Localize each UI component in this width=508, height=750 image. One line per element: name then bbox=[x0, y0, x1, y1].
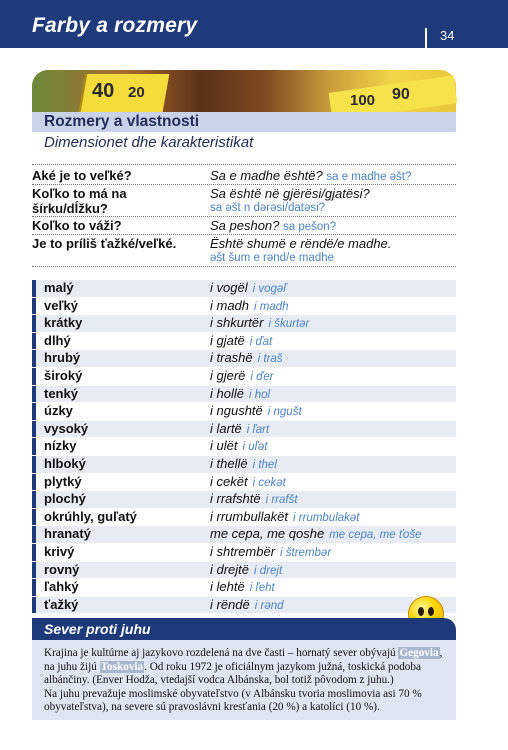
highlight-gegovia: Gegovia bbox=[399, 647, 439, 659]
vocab-sq bbox=[210, 280, 287, 295]
phrase-sq bbox=[210, 218, 336, 235]
dotted-separator bbox=[32, 266, 456, 267]
vocab-pronunciation: i hol bbox=[248, 388, 271, 401]
smiley-eye bbox=[418, 607, 424, 616]
vocab-sk: plytký bbox=[44, 473, 82, 489]
row-marker bbox=[32, 421, 36, 438]
vocab-sq bbox=[210, 544, 331, 559]
info-box-text bbox=[44, 647, 448, 715]
vocab-sq-text: i drejtë bbox=[210, 561, 250, 577]
vocab-row bbox=[32, 368, 456, 386]
vocab-row bbox=[32, 526, 456, 544]
vocab-pronunciation: i ľeht bbox=[249, 582, 275, 595]
vocab-sq-text: i shtrembër bbox=[210, 543, 276, 559]
vocab-sq-text: i hollë bbox=[210, 385, 244, 401]
row-marker bbox=[32, 403, 36, 420]
row-marker bbox=[32, 280, 36, 297]
phrase-row bbox=[32, 168, 456, 184]
info-box bbox=[32, 640, 456, 720]
vocab-sq-text: i ulët bbox=[210, 438, 238, 454]
smiley-eye bbox=[428, 607, 434, 616]
vocab-row bbox=[32, 386, 456, 404]
vocab-sq-text: i lartë bbox=[210, 420, 242, 436]
phrase-sq-text: Sa e madhe është? bbox=[210, 168, 323, 183]
row-marker bbox=[32, 315, 36, 332]
vocab-pronunciation: i ľart bbox=[246, 423, 270, 436]
highlight-toskovia: Toskovia bbox=[100, 660, 144, 673]
row-marker bbox=[32, 562, 36, 579]
phrase-sq bbox=[210, 168, 411, 185]
tape-number: 40 bbox=[92, 80, 115, 102]
vocab-pronunciation: i vogəľ bbox=[252, 283, 287, 295]
vocab-sq bbox=[210, 368, 274, 383]
vocab-sq bbox=[210, 315, 309, 330]
section-heading bbox=[32, 112, 456, 132]
vocab-sq bbox=[210, 386, 270, 401]
vocab-row bbox=[32, 597, 456, 615]
vocab-sk: okrúhly, guľatý bbox=[44, 508, 137, 524]
info-text-part: . Od roku 1972 je oficiálnym jazykom južná, toskická podoba albánčiny. (Enver Hodža, vtedajší vodca Albánska, bol totiž pôvodom z juhu.) bbox=[44, 660, 421, 687]
section-title-sq: Dimensionet dhe karakteristikat bbox=[44, 134, 254, 151]
vocab-sk: plochý bbox=[44, 491, 86, 507]
phrase-sq bbox=[210, 236, 391, 266]
row-marker bbox=[32, 368, 36, 385]
vocab-sq bbox=[210, 579, 275, 594]
info-text-part: Krajina je kultúrne aj jazykovo rozdelená na dve časti – hornatý sever obývajú bbox=[44, 647, 399, 659]
vocab-sk: nízky bbox=[44, 438, 77, 454]
vocab-pronunciation: i cekət bbox=[252, 476, 286, 489]
vocab-pronunciation: i drejt bbox=[254, 564, 283, 577]
phrase-sk: Aké je to veľké? bbox=[32, 168, 132, 183]
phrase-row bbox=[32, 186, 456, 216]
phrase-row bbox=[32, 218, 456, 234]
dotted-separator bbox=[32, 164, 456, 165]
phrase-pronunciation: sa e madhe əšt? bbox=[326, 171, 412, 183]
tape-number: 100 bbox=[350, 92, 376, 109]
info-box-header bbox=[32, 618, 456, 640]
vocab-sq-text: me cepa, me qoshe bbox=[210, 526, 325, 542]
vocab-row bbox=[32, 403, 456, 421]
vocab-pronunciation: i ďer bbox=[250, 370, 274, 383]
vocab-sk: široký bbox=[44, 367, 83, 383]
vocab-sq bbox=[210, 456, 277, 471]
vocab-sq bbox=[210, 350, 283, 365]
vocab-row bbox=[32, 280, 456, 298]
row-marker bbox=[32, 526, 36, 543]
row-marker bbox=[32, 386, 36, 403]
vocab-sq bbox=[210, 438, 267, 453]
vocab-sk: hrubý bbox=[44, 350, 81, 366]
phrase-sq-text: Sa është në gjërësi/gjatësi? bbox=[210, 186, 370, 201]
row-marker bbox=[32, 491, 36, 508]
vocab-row bbox=[32, 333, 456, 351]
vocab-sk: vysoký bbox=[44, 420, 89, 436]
vocab-sq-text: i cekët bbox=[210, 473, 248, 489]
vocab-pronunciation: i štrembər bbox=[280, 546, 332, 559]
row-marker bbox=[32, 474, 36, 491]
vocab-pronunciation: i rrafšt bbox=[265, 494, 298, 507]
info-text-part: Na juhu prevažuje moslimské obyvateľstvo (v Albánsku tvoria moslimovia asi 70 % obyvateľstva), na severe sú pravoslávni kresťania (20 %) a katolíci (10 %). bbox=[44, 687, 422, 714]
dotted-separator bbox=[32, 216, 456, 217]
dotted-separator bbox=[32, 184, 456, 185]
vocab-sk: hlboký bbox=[44, 455, 86, 471]
vocab-row bbox=[32, 350, 456, 368]
row-marker bbox=[32, 509, 36, 526]
vocab-pronunciation: i madh bbox=[254, 300, 289, 313]
vocab-row bbox=[32, 491, 456, 509]
phrase-sq bbox=[210, 186, 370, 216]
vocab-row bbox=[32, 544, 456, 562]
vocab-sq-text: i rëndë bbox=[210, 596, 250, 612]
vocab-row bbox=[32, 438, 456, 456]
phrase-sk: Koľko to má na šírku/dĺžku? bbox=[32, 186, 127, 216]
vocab-sq-text: i trashë bbox=[210, 350, 253, 366]
tape-number: 90 bbox=[392, 86, 410, 103]
section-title-sk: Rozmery a vlastnosti bbox=[44, 113, 200, 130]
vocab-pronunciation: i rənd bbox=[254, 599, 284, 612]
vocab-pronunciation: i thel bbox=[252, 458, 277, 471]
vocab-sq bbox=[210, 298, 289, 313]
vocab-pronunciation: i uľət bbox=[242, 441, 268, 454]
info-box-title: Sever proti juhu bbox=[44, 621, 151, 637]
vocab-sq bbox=[210, 526, 421, 541]
vocabulary-table bbox=[32, 280, 456, 614]
tape-number: 20 bbox=[128, 84, 145, 101]
vocab-sk: ťažký bbox=[44, 596, 79, 612]
vocab-sq-text: i rrafshtë bbox=[210, 491, 261, 507]
vocab-pronunciation: i rrumbulakət bbox=[293, 511, 360, 524]
vocab-sk: krátky bbox=[44, 315, 83, 331]
vocab-sq-text: i rrumbullakët bbox=[210, 508, 289, 524]
vocab-sq bbox=[210, 562, 282, 577]
phrase-sk: Je to príliš ťažké/veľké. bbox=[32, 236, 177, 251]
vocab-pronunciation: i ngušt bbox=[267, 406, 302, 419]
vocab-sq bbox=[210, 474, 286, 489]
row-marker bbox=[32, 597, 36, 614]
vocab-sk: ľahký bbox=[44, 579, 79, 595]
row-marker bbox=[32, 298, 36, 315]
vocab-sk: úzky bbox=[44, 403, 73, 419]
vocab-sk: hranatý bbox=[44, 526, 91, 542]
row-marker bbox=[32, 579, 36, 596]
vocab-sq bbox=[210, 403, 302, 418]
vocab-sq bbox=[210, 421, 269, 436]
vocab-row bbox=[32, 421, 456, 439]
vocab-sq-text: i lehtë bbox=[210, 579, 245, 595]
vocab-sk: veľký bbox=[44, 297, 78, 313]
vocab-row bbox=[32, 315, 456, 333]
row-marker bbox=[32, 333, 36, 350]
vocab-sq-text: i ngushtë bbox=[210, 403, 263, 419]
phrase-sq-text: Është shumë e rëndë/e madhe. bbox=[210, 236, 392, 251]
vocab-sk: malý bbox=[44, 280, 74, 295]
vocab-row bbox=[32, 456, 456, 474]
phrase-pronunciation: sa pešon? bbox=[283, 221, 337, 233]
vocab-sq bbox=[210, 491, 298, 506]
row-marker bbox=[32, 544, 36, 561]
row-marker bbox=[32, 350, 36, 367]
page-number: 34 bbox=[440, 28, 455, 43]
info-text-part: , na juhu žijú bbox=[44, 647, 443, 673]
vocab-row bbox=[32, 298, 456, 316]
row-marker bbox=[32, 456, 36, 473]
chapter-title: Farby a rozmery bbox=[32, 14, 198, 37]
phrase-pronunciation: sa əšt n dərəsi/datəsi? bbox=[210, 202, 326, 214]
vocab-pronunciation: me cepa, me ťoše bbox=[329, 529, 422, 542]
dotted-separator bbox=[32, 234, 456, 235]
phrase-sk: Koľko to váži? bbox=[32, 218, 122, 233]
header-divider bbox=[425, 28, 427, 48]
vocab-row bbox=[32, 474, 456, 492]
phrase-sq-text: Sa peshon? bbox=[210, 218, 280, 233]
vocab-sq-text: i madh bbox=[210, 297, 250, 313]
vocab-sk: tenký bbox=[44, 385, 78, 401]
vocab-sq bbox=[210, 597, 284, 612]
phrase-pronunciation: əšt šum e rənd/e madhe bbox=[210, 252, 335, 264]
vocab-row bbox=[32, 509, 456, 527]
vocab-pronunciation: i ďat bbox=[249, 335, 273, 348]
vocab-pronunciation: i traš bbox=[257, 353, 283, 366]
vocab-sq-text: i gjatë bbox=[210, 332, 245, 348]
vocab-sk: dlhý bbox=[44, 332, 71, 348]
page-header bbox=[0, 0, 508, 48]
vocab-row bbox=[32, 579, 456, 597]
vocab-pronunciation: i škurtər bbox=[268, 318, 310, 331]
vocab-sq bbox=[210, 333, 272, 348]
phrase-row bbox=[32, 236, 456, 266]
vocab-sk: krivý bbox=[44, 543, 75, 559]
vocab-sq bbox=[210, 509, 360, 524]
vocab-sk: rovný bbox=[44, 561, 80, 577]
row-marker bbox=[32, 438, 36, 455]
vocab-sq-text: i shkurtër bbox=[210, 315, 264, 331]
vocab-row bbox=[32, 562, 456, 580]
vocab-sq-text: i thellë bbox=[210, 455, 248, 471]
vocab-sq-text: i gjerë bbox=[210, 367, 246, 383]
vocab-sq-text: i vogël bbox=[210, 280, 248, 295]
